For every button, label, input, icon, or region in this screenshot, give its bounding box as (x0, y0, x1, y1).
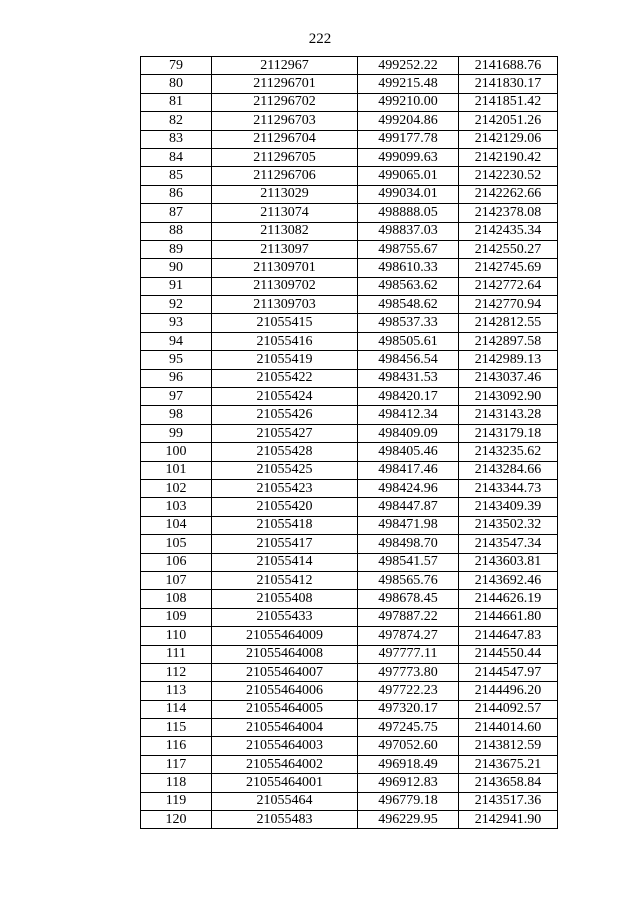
x-coordinate-cell: 499065.01 (358, 167, 459, 185)
x-coordinate-cell: 498456.54 (358, 351, 459, 369)
point-id-cell: 211309703 (212, 296, 358, 314)
table-row (141, 443, 558, 461)
table-row (141, 737, 558, 755)
y-coordinate-cell: 2143812.59 (459, 737, 558, 755)
point-id-cell: 21055425 (212, 461, 358, 479)
point-id-cell: 21055464003 (212, 737, 358, 755)
x-coordinate-cell: 498837.03 (358, 222, 459, 240)
point-id-cell: 21055464008 (212, 645, 358, 663)
row-number-cell: 116 (141, 737, 212, 755)
y-coordinate-cell: 2143547.34 (459, 535, 558, 553)
row-number-cell: 119 (141, 792, 212, 810)
y-coordinate-cell: 2143179.18 (459, 424, 558, 442)
row-number-cell: 100 (141, 443, 212, 461)
y-coordinate-cell: 2144661.80 (459, 608, 558, 626)
table-row (141, 461, 558, 479)
point-id-cell: 2113082 (212, 222, 358, 240)
y-coordinate-cell: 2142770.94 (459, 296, 558, 314)
x-coordinate-cell: 498755.67 (358, 240, 459, 258)
row-number-cell: 99 (141, 424, 212, 442)
x-coordinate-cell: 499204.86 (358, 112, 459, 130)
x-coordinate-cell: 497245.75 (358, 719, 459, 737)
y-coordinate-cell: 2142230.52 (459, 167, 558, 185)
x-coordinate-cell: 499034.01 (358, 185, 459, 203)
y-coordinate-cell: 2142989.13 (459, 351, 558, 369)
point-id-cell: 21055424 (212, 388, 358, 406)
x-coordinate-cell: 498537.33 (358, 314, 459, 332)
y-coordinate-cell: 2144547.97 (459, 663, 558, 681)
row-number-cell: 106 (141, 553, 212, 571)
y-coordinate-cell: 2142262.66 (459, 185, 558, 203)
table-row (141, 57, 558, 75)
row-number-cell: 115 (141, 719, 212, 737)
point-id-cell: 21055416 (212, 332, 358, 350)
y-coordinate-cell: 2143284.66 (459, 461, 558, 479)
table-row (141, 332, 558, 350)
row-number-cell: 98 (141, 406, 212, 424)
y-coordinate-cell: 2143603.81 (459, 553, 558, 571)
point-id-cell: 21055433 (212, 608, 358, 626)
y-coordinate-cell: 2144092.57 (459, 700, 558, 718)
y-coordinate-cell: 2143658.84 (459, 774, 558, 792)
x-coordinate-cell: 498541.57 (358, 553, 459, 571)
point-id-cell: 21055417 (212, 535, 358, 553)
point-id-cell: 21055408 (212, 590, 358, 608)
point-id-cell: 21055464 (212, 792, 358, 810)
row-number-cell: 90 (141, 259, 212, 277)
table-row (141, 185, 558, 203)
point-id-cell: 211309701 (212, 259, 358, 277)
x-coordinate-cell: 497874.27 (358, 627, 459, 645)
x-coordinate-cell: 499210.00 (358, 93, 459, 111)
y-coordinate-cell: 2144014.60 (459, 719, 558, 737)
table-row (141, 645, 558, 663)
point-id-cell: 21055464002 (212, 755, 358, 773)
row-number-cell: 95 (141, 351, 212, 369)
row-number-cell: 93 (141, 314, 212, 332)
y-coordinate-cell: 2144550.44 (459, 645, 558, 663)
table-row (141, 811, 558, 829)
row-number-cell: 110 (141, 627, 212, 645)
y-coordinate-cell: 2144496.20 (459, 682, 558, 700)
x-coordinate-cell: 498610.33 (358, 259, 459, 277)
x-coordinate-cell: 497722.23 (358, 682, 459, 700)
point-id-cell: 21055464009 (212, 627, 358, 645)
x-coordinate-cell: 498409.09 (358, 424, 459, 442)
y-coordinate-cell: 2142550.27 (459, 240, 558, 258)
row-number-cell: 102 (141, 479, 212, 497)
point-id-cell: 211296703 (212, 112, 358, 130)
point-id-cell: 21055426 (212, 406, 358, 424)
point-id-cell: 21055415 (212, 314, 358, 332)
table-row (141, 296, 558, 314)
x-coordinate-cell: 498412.34 (358, 406, 459, 424)
x-coordinate-cell: 498431.53 (358, 369, 459, 387)
row-number-cell: 82 (141, 112, 212, 130)
point-id-cell: 21055419 (212, 351, 358, 369)
row-number-cell: 81 (141, 93, 212, 111)
table-row (141, 535, 558, 553)
y-coordinate-cell: 2141851.42 (459, 93, 558, 111)
x-coordinate-cell: 497887.22 (358, 608, 459, 626)
y-coordinate-cell: 2142129.06 (459, 130, 558, 148)
table-row (141, 608, 558, 626)
point-id-cell: 21055464001 (212, 774, 358, 792)
x-coordinate-cell: 498405.46 (358, 443, 459, 461)
x-coordinate-cell: 498447.87 (358, 498, 459, 516)
row-number-cell: 88 (141, 222, 212, 240)
y-coordinate-cell: 2142378.08 (459, 204, 558, 222)
table-row (141, 277, 558, 295)
table-row (141, 148, 558, 166)
table-row (141, 627, 558, 645)
table-row (141, 259, 558, 277)
x-coordinate-cell: 498548.62 (358, 296, 459, 314)
row-number-cell: 112 (141, 663, 212, 681)
table-row (141, 700, 558, 718)
y-coordinate-cell: 2142812.55 (459, 314, 558, 332)
coordinates-table-body (141, 57, 558, 829)
x-coordinate-cell: 497777.11 (358, 645, 459, 663)
row-number-cell: 113 (141, 682, 212, 700)
y-coordinate-cell: 2142190.42 (459, 148, 558, 166)
row-number-cell: 86 (141, 185, 212, 203)
x-coordinate-cell: 499099.63 (358, 148, 459, 166)
coordinates-table (140, 56, 558, 829)
x-coordinate-cell: 498424.96 (358, 479, 459, 497)
table-row (141, 553, 558, 571)
table-row (141, 112, 558, 130)
table-row (141, 351, 558, 369)
point-id-cell: 211296701 (212, 75, 358, 93)
point-id-cell: 21055412 (212, 571, 358, 589)
point-id-cell: 21055422 (212, 369, 358, 387)
y-coordinate-cell: 2142897.58 (459, 332, 558, 350)
row-number-cell: 80 (141, 75, 212, 93)
table-row (141, 590, 558, 608)
row-number-cell: 92 (141, 296, 212, 314)
x-coordinate-cell: 496918.49 (358, 755, 459, 773)
table-row (141, 369, 558, 387)
row-number-cell: 83 (141, 130, 212, 148)
point-id-cell: 21055464004 (212, 719, 358, 737)
row-number-cell: 79 (141, 57, 212, 75)
table-row (141, 755, 558, 773)
table-row (141, 774, 558, 792)
point-id-cell: 21055414 (212, 553, 358, 571)
point-id-cell: 21055427 (212, 424, 358, 442)
y-coordinate-cell: 2142772.64 (459, 277, 558, 295)
table-row (141, 167, 558, 185)
x-coordinate-cell: 498505.61 (358, 332, 459, 350)
y-coordinate-cell: 2143692.46 (459, 571, 558, 589)
x-coordinate-cell: 498417.46 (358, 461, 459, 479)
row-number-cell: 87 (141, 204, 212, 222)
row-number-cell: 84 (141, 148, 212, 166)
y-coordinate-cell: 2141830.17 (459, 75, 558, 93)
y-coordinate-cell: 2143502.32 (459, 516, 558, 534)
row-number-cell: 111 (141, 645, 212, 663)
point-id-cell: 2112967 (212, 57, 358, 75)
y-coordinate-cell: 2144626.19 (459, 590, 558, 608)
point-id-cell: 21055428 (212, 443, 358, 461)
y-coordinate-cell: 2142051.26 (459, 112, 558, 130)
x-coordinate-cell: 497052.60 (358, 737, 459, 755)
row-number-cell: 104 (141, 516, 212, 534)
table-row (141, 663, 558, 681)
x-coordinate-cell: 497773.80 (358, 663, 459, 681)
x-coordinate-cell: 498565.76 (358, 571, 459, 589)
x-coordinate-cell: 498471.98 (358, 516, 459, 534)
y-coordinate-cell: 2143517.36 (459, 792, 558, 810)
table-row (141, 479, 558, 497)
row-number-cell: 103 (141, 498, 212, 516)
y-coordinate-cell: 2143675.21 (459, 755, 558, 773)
point-id-cell: 21055420 (212, 498, 358, 516)
table-row (141, 406, 558, 424)
point-id-cell: 21055464006 (212, 682, 358, 700)
x-coordinate-cell: 498888.05 (358, 204, 459, 222)
point-id-cell: 211296705 (212, 148, 358, 166)
point-id-cell: 211296706 (212, 167, 358, 185)
x-coordinate-cell: 498563.62 (358, 277, 459, 295)
row-number-cell: 94 (141, 332, 212, 350)
row-number-cell: 117 (141, 755, 212, 773)
point-id-cell: 21055423 (212, 479, 358, 497)
x-coordinate-cell: 499252.22 (358, 57, 459, 75)
row-number-cell: 96 (141, 369, 212, 387)
y-coordinate-cell: 2143037.46 (459, 369, 558, 387)
point-id-cell: 21055464007 (212, 663, 358, 681)
row-number-cell: 105 (141, 535, 212, 553)
x-coordinate-cell: 498498.70 (358, 535, 459, 553)
y-coordinate-cell: 2144647.83 (459, 627, 558, 645)
point-id-cell: 21055483 (212, 811, 358, 829)
x-coordinate-cell: 497320.17 (358, 700, 459, 718)
point-id-cell: 2113029 (212, 185, 358, 203)
y-coordinate-cell: 2142941.90 (459, 811, 558, 829)
y-coordinate-cell: 2141688.76 (459, 57, 558, 75)
point-id-cell: 2113074 (212, 204, 358, 222)
y-coordinate-cell: 2142435.34 (459, 222, 558, 240)
point-id-cell: 2113097 (212, 240, 358, 258)
table-row (141, 682, 558, 700)
row-number-cell: 85 (141, 167, 212, 185)
page-number: 222 (308, 31, 332, 47)
point-id-cell: 21055418 (212, 516, 358, 534)
y-coordinate-cell: 2143235.62 (459, 443, 558, 461)
row-number-cell: 120 (141, 811, 212, 829)
x-coordinate-cell: 498420.17 (358, 388, 459, 406)
y-coordinate-cell: 2143143.28 (459, 406, 558, 424)
row-number-cell: 101 (141, 461, 212, 479)
y-coordinate-cell: 2143092.90 (459, 388, 558, 406)
table-row (141, 792, 558, 810)
x-coordinate-cell: 499215.48 (358, 75, 459, 93)
table-row (141, 130, 558, 148)
row-number-cell: 114 (141, 700, 212, 718)
row-number-cell: 107 (141, 571, 212, 589)
table-row (141, 314, 558, 332)
point-id-cell: 211296704 (212, 130, 358, 148)
row-number-cell: 97 (141, 388, 212, 406)
table-row (141, 75, 558, 93)
table-row (141, 719, 558, 737)
table-row (141, 498, 558, 516)
table-row (141, 424, 558, 442)
x-coordinate-cell: 496779.18 (358, 792, 459, 810)
row-number-cell: 118 (141, 774, 212, 792)
point-id-cell: 211309702 (212, 277, 358, 295)
x-coordinate-cell: 498678.45 (358, 590, 459, 608)
row-number-cell: 109 (141, 608, 212, 626)
row-number-cell: 91 (141, 277, 212, 295)
table-row (141, 571, 558, 589)
x-coordinate-cell: 496229.95 (358, 811, 459, 829)
row-number-cell: 108 (141, 590, 212, 608)
y-coordinate-cell: 2142745.69 (459, 259, 558, 277)
y-coordinate-cell: 2143409.39 (459, 498, 558, 516)
table-row (141, 222, 558, 240)
y-coordinate-cell: 2143344.73 (459, 479, 558, 497)
table-row (141, 240, 558, 258)
x-coordinate-cell: 499177.78 (358, 130, 459, 148)
table-row (141, 93, 558, 111)
point-id-cell: 21055464005 (212, 700, 358, 718)
point-id-cell: 211296702 (212, 93, 358, 111)
row-number-cell: 89 (141, 240, 212, 258)
table-row (141, 388, 558, 406)
table-row (141, 204, 558, 222)
x-coordinate-cell: 496912.83 (358, 774, 459, 792)
table-row (141, 516, 558, 534)
